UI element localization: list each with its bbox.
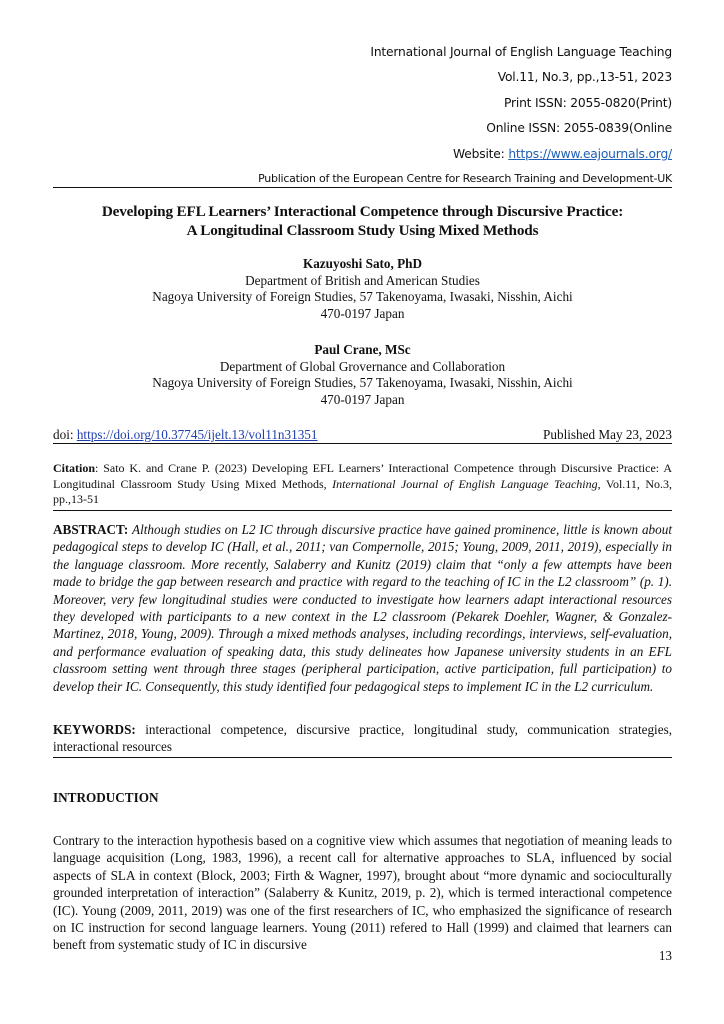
author-department: Department of British and American Studies — [245, 272, 480, 288]
journal-name: International Journal of English Language Teaching — [370, 45, 672, 59]
print-issn: Print ISSN: 2055-0820(Print) — [504, 96, 672, 110]
author-block-2 — [53, 342, 672, 408]
abstract-text: Although studies on L2 IC through discursive practice have gained prominence, little is known about pedagogical steps to develop IC (Hall, et al., 2011; van Compernolle, 2015; Young, 2009, 2011, 2019), especially in the language classroom. More recently, Salaberry and Kunitz (2019) claim that “only a few attempts have been made to bridge the gap between research and practice with regard to the teaching of IC in the L2 classroom” (p. 1). Moreover, very few longitudinal studies were conducted to investigate how learners adapt interactional resources they developed with participants to a new context in the L2 classroom (Pekarek Doehler, Wagner, & Gonzalez-Martinez, 2018, Young, 2009). Through a mixed methods analyses, including recordings, interviews, self-evaluation, and performance evaluation of speaking data, this study delineates how Japanese university students in an EFL classroom setting went through three stages (peripheral participation, active participation, full participation) to develop their IC. Consequently, this study identified four pedagogical steps to implement IC in the L2 curriculum. — [53, 522, 672, 694]
citation-text: : Sato K. and Crane P. (2023) Developing EFL Learners’ Interactional Competence through Discursive Practice: A Longitudinal Classroom Study Using Mixed Methods, — [53, 461, 672, 491]
citation-journal: International Journal of English Language Teaching — [332, 476, 598, 491]
website-link[interactable]: https://www.eajournals.org/ — [508, 147, 672, 161]
author-address: Nagoya University of Foreign Studies, 57 Takenoyama, Iwasaki, Nisshin, Aichi — [152, 375, 573, 390]
doi — [53, 427, 318, 443]
author-address: Nagoya University of Foreign Studies, 57 Takenoyama, Iwasaki, Nisshin, Aichi — [152, 289, 573, 304]
author-name: Paul Crane, MSc — [314, 342, 411, 357]
doi-label: doi: — [53, 427, 77, 442]
published-date: Published May 23, 2023 — [543, 427, 672, 442]
website-line — [453, 147, 672, 161]
author-postal: 470-0197 Japan — [320, 391, 405, 407]
title-line-1: Developing EFL Learners’ Interactional Competence through Discursive Practice: — [101, 203, 624, 220]
keywords-label: KEYWORDS: — [53, 722, 146, 737]
title-line-2: A Longitudinal Classroom Study Using Mixed Methods — [186, 222, 539, 239]
doi-link[interactable]: https://doi.org/10.37745/ijelt.13/vol11n31351 — [76, 427, 318, 442]
abstract — [53, 521, 672, 695]
publisher-line: Publication of the European Centre for Research Training and Development-UK — [53, 172, 672, 188]
website-label: Website: — [453, 147, 509, 161]
citation-label: Citation — [53, 461, 95, 475]
author-name: Kazuyoshi Sato, PhD — [302, 256, 423, 271]
keywords-text: interactional competence, discursive practice, longitudinal study, communication strategies, interactional resources — [53, 722, 673, 754]
abstract-label: ABSTRACT: — [53, 522, 133, 537]
journal-volume: Vol.11, No.3, pp.,13-51, 2023 — [497, 70, 672, 84]
author-department: Department of Global Grovernance and Collaboration — [219, 358, 506, 374]
citation — [53, 461, 672, 511]
page-number: 13 — [658, 948, 672, 963]
online-issn: Online ISSN: 2055-0839(Online — [486, 121, 672, 135]
keywords — [53, 721, 672, 758]
paper-title — [53, 202, 672, 240]
introduction-heading: INTRODUCTION — [53, 790, 159, 805]
author-postal: 470-0197 Japan — [320, 305, 405, 321]
author-block-1 — [53, 256, 672, 322]
introduction-text: Contrary to the interaction hypothesis based on a cognitive view which assumes that negotiation of meaning leads to language acquisition (Long, 1983, 1996), a recent call for alternative approaches to SLA, influenced by social aspects of SLA in context (Block, 2003; Firth & Wagner, 1997), brought about “more dynamic and socioculturally grounded interpretation of interaction” (Salaberry & Kunitz, 2019, p. 2), which is termed interactional competence (IC). Young (2009, 2011, 2019) was one of the first researchers of IC, who emphasized the significance of research on IC instruction for second language learners. Young (2011) refered to Hall (1999) and claimed that learners can beneft from systematic study of IC in discursive — [53, 833, 672, 953]
doi-row — [53, 427, 672, 444]
citation-details: , Vol.11, No.3, pp.,13-51 — [53, 476, 672, 506]
